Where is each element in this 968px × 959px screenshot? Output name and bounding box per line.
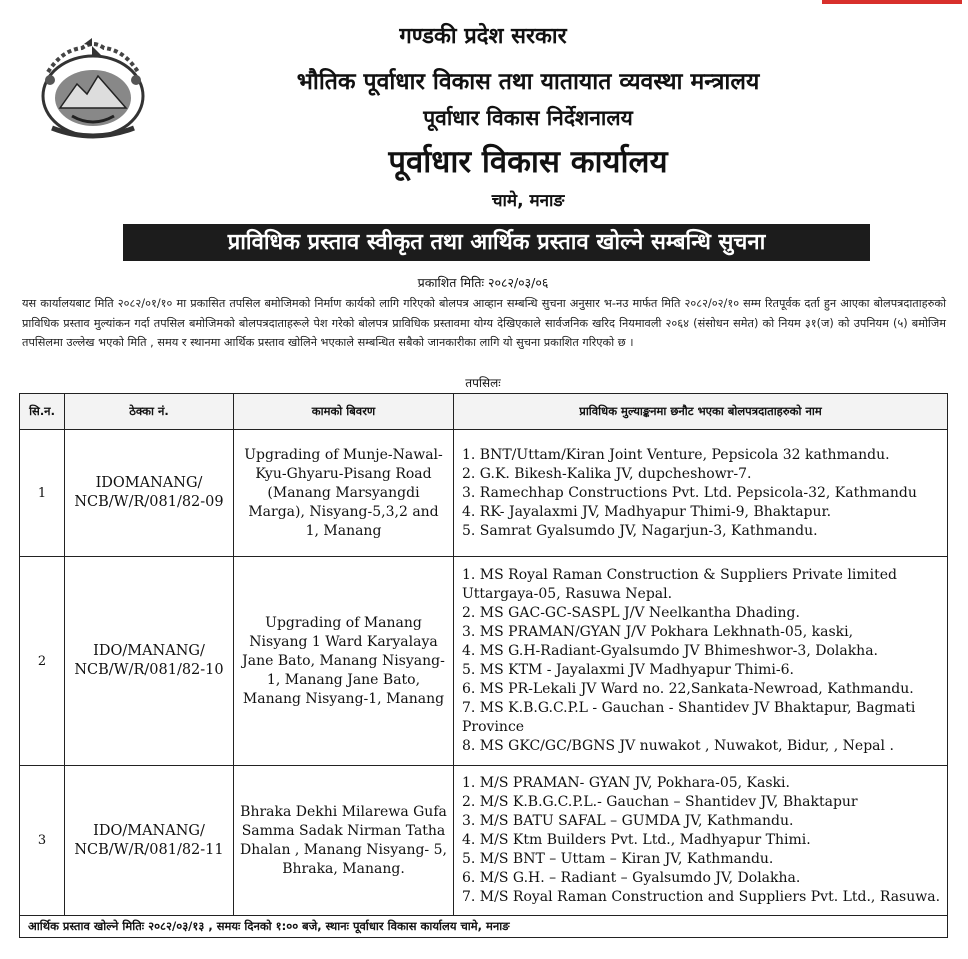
work-description-cell: Bhraka Dekhi Milarewa Gufa Samma Sadak Nirman Tatha Dhalan , Manang Nisyang- 5, Bhraka, Manang. (234, 766, 454, 916)
bidders-cell (454, 557, 948, 766)
table-row (20, 430, 948, 557)
list-item: 5. M/S BNT – Uttam – Kiran JV, Kathmandu. (462, 851, 774, 867)
notice-intro-text: यस कार्यालयबाट मिति २०८२/०१/१० मा प्रकासित तपसिल बमोजिमको निर्माण कार्यको लागि गरिएको बोलपत्र आव्हान सम्बन्धि सुचना अनुसार भ-नउ मार्फत मिति २०८२/०२/१० सम्म रितपूर्वक दर्ता हुन आएका बोलपत्रदाताहरुको प्राविधिक प्रस्ताव मुल्यांकन गर्दा तपसिल बमोजिमको बोलपत्रदाताहरूले पेश गरेको बोलपत्र प्राविधिक प्रस्तावमा योग्य देखिएकाले सार्वजनिक खरिद नियमावली २०६४ (संसोधन समेत) को नियम ३१(ज) को उपनियम (५) बमोजिम तपसिलमा उल्लेख भएको मिति , समय र स्थानमा आर्थिक प्रस्ताव खोलिने भएकाले सम्बन्धित सबैको जानकारीका लागि यो सुचना प्रकाशित गरिएको छ । (22, 297, 946, 349)
header-office: पूर्वाधार विकास कार्यालय (388, 144, 668, 180)
list-item: 2. G.K. Bikesh-Kalika JV, dupcheshowr-7. (462, 465, 752, 482)
list-item: 1. M/S PRAMAN- GYAN JV, Pokhara-05, Kaski. (462, 775, 790, 791)
list-item: 3. M/S BATU SAFAL – GUMDA JV, Kathmandu. (462, 813, 794, 829)
list-item: 6. M/S G.H. – Radiant – Gyalsumdo JV, Dolakha. (462, 870, 801, 886)
list-item: 1. BNT/Uttam/Kiran Joint Venture, Pepsicola 32 kathmandu. (462, 446, 890, 463)
table-row (20, 557, 948, 766)
list-item: 5. MS KTM - Jayalaxmi JV Madhyapur Thimi-6. (462, 662, 794, 678)
work-description-cell: Upgrading of Munje-Nawal-Kyu-Ghyaru-Pisang Road (Manang Marsyangdi Marga), Nisyang-5,3,2 and 1, Manang (234, 430, 454, 557)
serial-cell: 2 (20, 557, 65, 766)
list-item: 3. MS PRAMAN/GYAN J/V Pokhara Lekhnath-05, kaski, (462, 624, 854, 640)
list-item: 6. MS PR-Lekali JV Ward no. 22,Sankata-Newroad, Kathmandu. (462, 681, 914, 697)
work-description-cell: Upgrading of Manang Nisyang 1 Ward Karyalaya Jane Bato, Manang Nisyang-1, Manang Jane Bato, Manang Nisyang-1, Manang (234, 557, 454, 766)
list-item: 7. M/S Royal Raman Construction and Suppliers Pvt. Ltd., Rasuwa. (462, 889, 941, 905)
header-directorate: पूर्वाधार विकास निर्देशनालय (423, 106, 633, 130)
serial-cell: 3 (20, 766, 65, 916)
table-row (20, 766, 948, 916)
notice-page (18, 12, 948, 933)
list-item: 7. MS K.B.G.C.P.L - Gauchan - Shantidev JV Bhaktapur, Bagmati Province (462, 700, 916, 735)
notice-header (18, 12, 948, 255)
header-contract-no: ठेक्का नं. (65, 394, 234, 430)
bidder-list (462, 446, 941, 541)
bidder-list (462, 774, 941, 907)
serial-cell: 1 (20, 430, 65, 557)
header-bidders: प्राविधिक मुल्याङ्कनमा छनौट भएका बोलपत्रदाताहरुको नाम (454, 394, 948, 430)
list-item: 2. MS GAC-GC-SASPL J/V Neelkantha Dhading. (462, 605, 800, 621)
nepal-emblem-icon (32, 36, 154, 144)
bidders-cell (454, 430, 948, 557)
list-item: 4. RK- Jayalaxmi JV, Madhyapur Thimi-9, Bhaktapur. (462, 503, 832, 520)
header-serial: सि.न. (20, 394, 65, 430)
contract-no-cell: IDO/MANANG/ NCB/W/R/081/82-11 (65, 766, 234, 916)
list-item: 8. MS GKC/GC/BGNS JV nuwakot , Nuwakot, Bidur, , Nepal . (462, 738, 894, 754)
header-work-description: कामको बिवरण (234, 394, 454, 430)
bidders-table (19, 393, 948, 938)
contract-no-cell: IDO/MANANG/ NCB/W/R/081/82-10 (65, 557, 234, 766)
header-ministry: भौतिक पूर्वाधार विकास तथा यातायात व्यवस्था मन्त्रालय (296, 69, 760, 95)
list-item: 2. M/S K.B.G.C.P.L.- Gauchan – Shantidev JV, Bhaktapur (462, 794, 858, 810)
notice-title-banner: प्राविधिक प्रस्ताव स्वीकृत तथा आर्थिक प्रस्ताव खोल्ने सम्बन्धि सुचना (123, 224, 870, 261)
table-header-row (20, 394, 948, 430)
list-item: 3. Ramechhap Constructions Pvt. Ltd. Pepsicola-32, Kathmandu (462, 484, 917, 501)
header-government: गण्डकी प्रदेश सरकार (399, 24, 567, 49)
table-footer-row (20, 916, 948, 938)
financial-proposal-opening-info: आर्थिक प्रस्ताव खोल्ने मितिः २०८२/०३/१३ , समयः दिनको १:०० बजे, स्थानः पूर्वाधार विकास कार्यालय चामे, मनाङ (20, 916, 948, 938)
list-item: 4. MS G.H-Radiant-Gyalsumdo JV Bhimeshwor-3, Dolakha. (462, 643, 878, 659)
list-item: 1. MS Royal Raman Construction & Suppliers Private limited Uttargaya-05, Rasuwa Nepal. (462, 567, 897, 602)
list-item: 5. Samrat Gyalsumdo JV, Nagarjun-3, Kathmandu. (462, 522, 818, 539)
bidder-list (462, 566, 941, 756)
contract-no-cell: IDOMANANG/ NCB/W/R/081/82-09 (65, 430, 234, 557)
bidders-cell (454, 766, 948, 916)
tapsil-label: तपसिलः (465, 376, 501, 390)
published-date: प्रकाशित मितिः २०८२/०३/०६ (417, 275, 549, 290)
top-accent-bar (822, 0, 962, 4)
header-location: चामे, मनाङ (491, 191, 565, 211)
list-item: 4. M/S Ktm Builders Pvt. Ltd., Madhyapur Thimi. (462, 832, 811, 848)
